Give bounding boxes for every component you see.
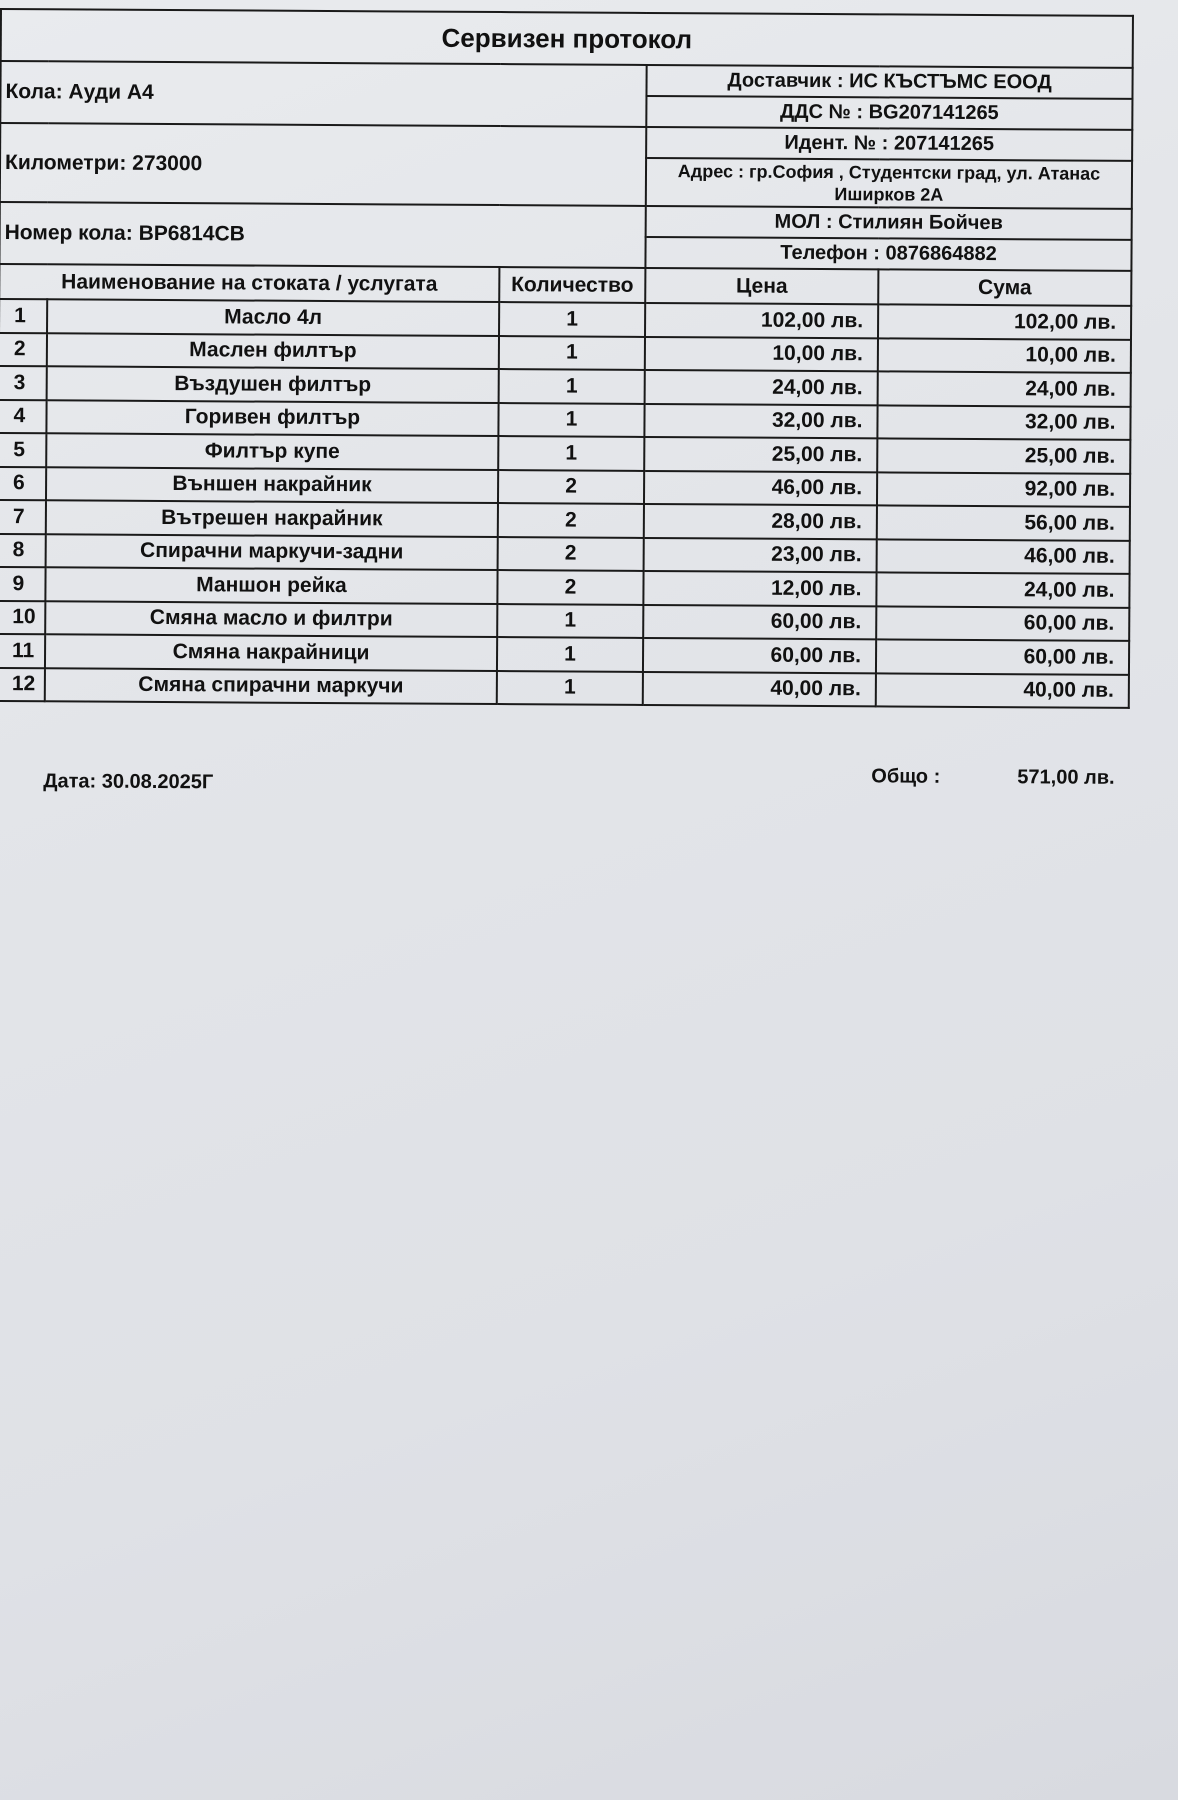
- item-sum: 10,00 лв.: [878, 338, 1131, 373]
- table-row: [0, 667, 1129, 707]
- row-number: 12: [0, 667, 45, 701]
- item-quantity: 2: [497, 570, 643, 604]
- item-quantity: 1: [497, 604, 643, 638]
- item-sum: 60,00 лв.: [876, 639, 1129, 674]
- supplier-address: Адрес : гр.София , Студентски град, ул. Атанас Иширков 2А: [646, 158, 1132, 209]
- item-price: 23,00 лв.: [644, 537, 877, 572]
- row-number: 6: [0, 466, 46, 500]
- items-body: [0, 299, 1131, 708]
- item-quantity: 1: [497, 637, 643, 671]
- item-price: 25,00 лв.: [644, 437, 877, 472]
- item-quantity: 1: [499, 336, 645, 370]
- car-plate: Номер кола: ВР6814СВ: [0, 202, 646, 268]
- item-sum: 46,00 лв.: [877, 539, 1130, 574]
- item-price: 60,00 лв.: [643, 604, 876, 639]
- item-name: Въздушен филтър: [47, 366, 499, 402]
- protocol-table: [0, 8, 1134, 709]
- page-title: Сервизен протокол: [1, 9, 1133, 68]
- date: Дата: 30.08.2025Г: [43, 770, 214, 794]
- item-price: 32,00 лв.: [644, 403, 877, 438]
- item-quantity: 1: [499, 302, 645, 336]
- item-quantity: 1: [498, 403, 644, 437]
- item-name: Вътрешен накрайник: [46, 500, 498, 536]
- row-number: 5: [0, 433, 46, 467]
- item-sum: 40,00 лв.: [876, 673, 1129, 708]
- item-quantity: 2: [498, 503, 644, 537]
- header-price: Цена: [645, 268, 878, 304]
- service-protocol-document: [0, 8, 1132, 794]
- item-name: Смяна накрайници: [45, 634, 497, 670]
- row-number: 9: [0, 567, 46, 601]
- row-number: 3: [0, 366, 47, 400]
- supplier-vat: ДДС № : BG207141265: [646, 96, 1132, 130]
- item-quantity: 1: [499, 369, 645, 403]
- item-name: Смяна спирачни маркучи: [45, 668, 497, 704]
- row-number: 2: [0, 333, 47, 367]
- item-name: Маслен филтър: [47, 333, 499, 369]
- item-price: 10,00 лв.: [645, 336, 878, 371]
- item-name: Смяна масло и филтри: [45, 601, 497, 637]
- item-sum: 24,00 лв.: [876, 572, 1129, 607]
- car-model: Кола: Ауди А4: [0, 61, 646, 127]
- total-label: Общо :: [871, 765, 941, 788]
- row-number: 4: [0, 399, 47, 433]
- supplier-name: Доставчик : ИС КЪСТЪМС ЕООД: [646, 65, 1132, 99]
- item-sum: 92,00 лв.: [877, 472, 1130, 507]
- footer: [0, 760, 1127, 807]
- item-price: 28,00 лв.: [644, 504, 877, 539]
- item-sum: 25,00 лв.: [877, 438, 1130, 473]
- item-quantity: 2: [498, 537, 644, 571]
- row-number: 1: [0, 299, 47, 333]
- item-price: 102,00 лв.: [645, 303, 878, 338]
- item-quantity: 2: [498, 470, 644, 504]
- item-name: Масло 4л: [47, 299, 499, 335]
- row-number: 11: [0, 634, 45, 668]
- item-sum: 56,00 лв.: [877, 505, 1130, 540]
- item-name: Спирачни маркучи-задни: [46, 534, 498, 570]
- row-number: 8: [0, 533, 46, 567]
- item-quantity: 1: [498, 436, 644, 470]
- header-sum: Сума: [878, 269, 1131, 306]
- car-km: Километри: 273000: [0, 123, 646, 206]
- header-qty: Количество: [499, 267, 645, 303]
- item-price: 40,00 лв.: [643, 671, 876, 706]
- item-quantity: 1: [497, 671, 643, 705]
- item-name: Горивен филтър: [46, 400, 498, 436]
- row-number: 7: [0, 500, 46, 534]
- header-name: Наименование на стоката / услугата: [0, 264, 499, 302]
- item-price: 46,00 лв.: [644, 470, 877, 505]
- item-price: 12,00 лв.: [643, 571, 876, 606]
- item-sum: 60,00 лв.: [876, 606, 1129, 641]
- item-name: Филтър купе: [46, 433, 498, 469]
- item-name: Външен накрайник: [46, 467, 498, 503]
- row-number: 10: [0, 600, 45, 634]
- supplier-id: Идент. № : 207141265: [646, 127, 1132, 161]
- item-sum: 32,00 лв.: [877, 405, 1130, 440]
- item-sum: 24,00 лв.: [878, 371, 1131, 406]
- supplier-phone: Телефон : 0876864882: [645, 237, 1131, 271]
- supplier-mol: МОЛ : Стилиян Бойчев: [646, 206, 1132, 240]
- item-name: Маншон рейка: [45, 567, 497, 603]
- item-price: 24,00 лв.: [645, 370, 878, 405]
- item-price: 60,00 лв.: [643, 638, 876, 673]
- total-value: 571,00 лв.: [1017, 766, 1115, 789]
- item-sum: 102,00 лв.: [878, 304, 1131, 339]
